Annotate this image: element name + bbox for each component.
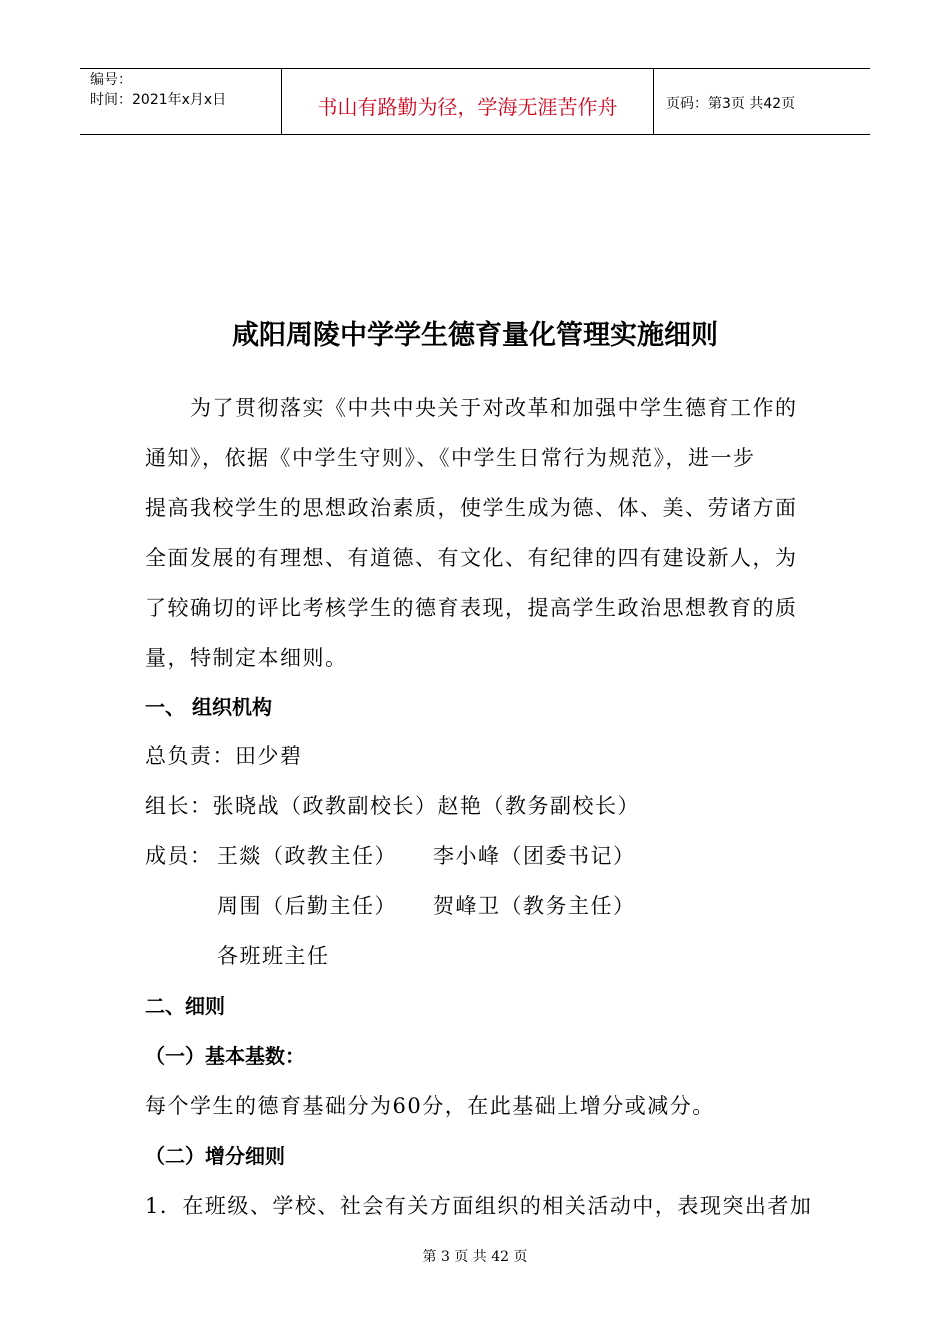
- members-label: 成员：: [145, 844, 213, 868]
- subsection-heading-base: （一）基本基数：: [145, 1044, 305, 1068]
- intro-line: 了较确切的评比考核学生的德育表现，提高学生政治思想教育的质: [145, 596, 798, 620]
- section-heading-rules: 二、细则: [145, 994, 225, 1018]
- header-right-cell: [654, 69, 870, 134]
- header-page-info: 页码：第3页 共42页: [666, 96, 796, 112]
- code-label: 编号：: [90, 72, 132, 88]
- intro-line: 提高我校学生的思想政治素质，使学生成为德、体、美、劳诸方面: [145, 496, 798, 520]
- intro-line: 为了贯彻落实《中共中央关于对改革和加强中学生德育工作的: [190, 396, 798, 420]
- bonus-item-1: 1．在班级、学校、社会有关方面组织的相关活动中，表现突出者加: [145, 1194, 813, 1218]
- header-left-cell: [80, 69, 282, 134]
- intro-line: 量，特制定本细则。: [145, 646, 348, 670]
- page-footer: 第 3 页 共 42 页: [422, 1249, 528, 1265]
- group-leader-line: 组长：张晓战（政教副校长）赵艳（教务副校长）: [145, 794, 640, 818]
- subsection-heading-bonus: （二）增分细则: [145, 1144, 285, 1168]
- member-entry: 王燚（政教主任）: [217, 844, 397, 868]
- intro-line: 全面发展的有理想、有道德、有文化、有纪律的四有建设新人，为: [145, 546, 798, 570]
- section-heading-organization: 一、 组织机构: [145, 695, 272, 719]
- motto: 书山有路勤为径，学海无涯苦作舟: [317, 95, 618, 119]
- member-entry: 李小峰（团委书记）: [433, 844, 636, 868]
- leader-line: 总负责：田少碧: [145, 744, 303, 768]
- document-title: 咸阳周陵中学学生德育量化管理实施细则: [232, 320, 718, 351]
- date-label: 时间：2021年x月x日: [90, 92, 227, 108]
- intro-line: 通知》，依据《中学生守则》、《中学生日常行为规范》，进一步: [145, 446, 756, 470]
- page-header: [80, 68, 870, 135]
- member-entry: 贺峰卫（教务主任）: [433, 894, 636, 918]
- header-motto-cell: [282, 69, 654, 134]
- member-entry: 各班班主任: [217, 944, 330, 968]
- member-entry: 周围（后勤主任）: [217, 894, 397, 918]
- base-score-text: 每个学生的德育基础分为60分，在此基础上增分或减分。: [145, 1094, 715, 1118]
